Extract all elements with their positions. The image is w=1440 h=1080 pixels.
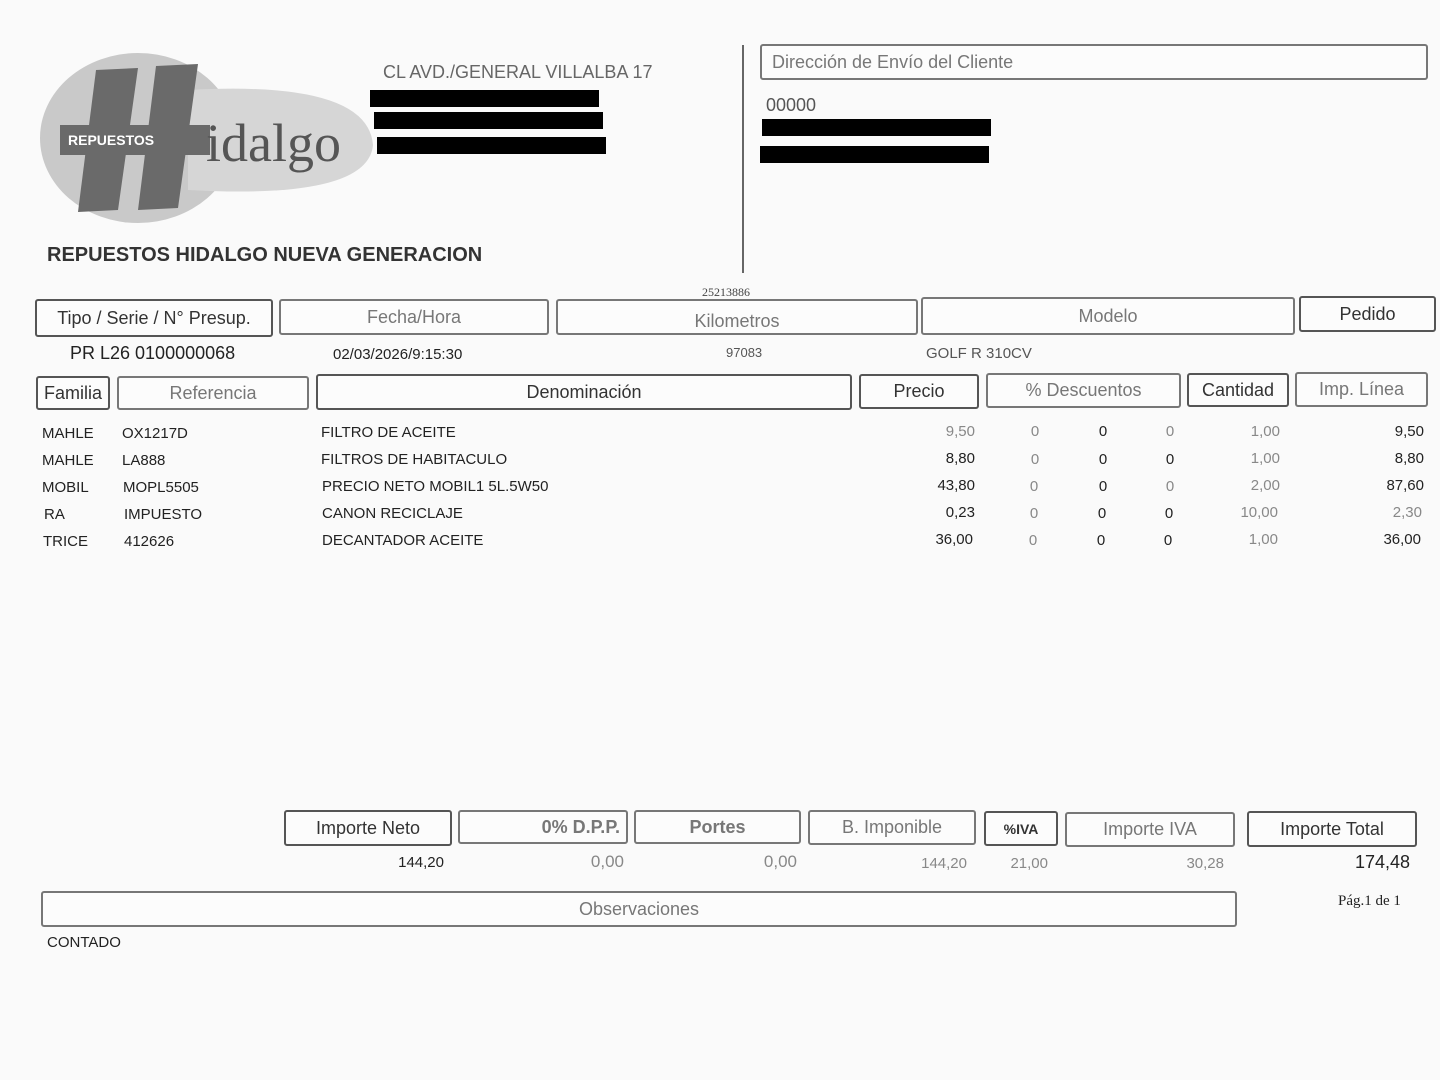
cell-referencia: 412626 (124, 533, 175, 550)
client-address-label: Dirección de Envío del Cliente (772, 51, 1014, 72)
doc-header-km (556, 299, 918, 335)
totals-header-total (1247, 811, 1417, 847)
doc-value-tipo: PR L26 0100000068 (70, 343, 236, 363)
cell-referencia: MOPL5505 (123, 479, 199, 496)
cell-desc1: 0 (1029, 505, 1039, 522)
totals-header-portes (634, 810, 801, 844)
cell-familia: MAHLE (42, 425, 94, 442)
logo-small-text: REPUESTOS (68, 132, 155, 148)
line-header-referencia-label: Referencia (169, 382, 257, 403)
totals-header-total-label: Importe Total (1280, 818, 1384, 839)
page-number: Pág.1 de 1 (1338, 893, 1401, 909)
line-header-precio-label: Precio (893, 381, 945, 401)
cell-cantidad: 1,00 (1248, 531, 1278, 548)
observaciones-label: Observaciones (578, 898, 700, 919)
totals-header-iva-pct (984, 811, 1058, 846)
line-header-familia (36, 376, 110, 410)
cell-referencia: IMPUESTO (124, 506, 203, 523)
cell-desc1: 0 (1030, 423, 1040, 440)
cell-referencia: LA888 (122, 452, 166, 469)
cell-importe: 36,00 (1383, 531, 1421, 548)
company-address: CL AVD./GENERAL VILLALBA 17 (383, 62, 653, 82)
line-header-importe-label: Imp. Línea (1318, 379, 1405, 399)
cell-denominacion: DECANTADOR ACEITE (322, 532, 484, 549)
line-header-denominacion (316, 374, 852, 410)
barcode-number: 25213886 (702, 285, 750, 299)
doc-header-fecha (279, 299, 549, 335)
cell-denominacion: FILTRO DE ACEITE (321, 424, 456, 441)
cell-familia: RA (44, 506, 65, 523)
line-header-familia-label: Familia (43, 382, 102, 403)
line-header-cantidad-label: Cantidad (1201, 379, 1275, 400)
totals-header-imponible (808, 810, 976, 845)
doc-value-km: 97083 (726, 345, 763, 360)
observaciones-header (41, 891, 1237, 927)
cell-familia: TRICE (43, 533, 88, 550)
cell-desc2: 0 (1098, 478, 1108, 495)
cell-desc3: 0 (1165, 478, 1175, 495)
cell-precio: 9,50 (945, 423, 975, 440)
doc-header-modelo (921, 297, 1295, 335)
redaction-bar (370, 90, 599, 107)
line-header-referencia (117, 376, 309, 410)
company-name: REPUESTOS HIDALGO NUEVA GENERACION (47, 244, 483, 266)
totals-header-imponible-label: B. Imponible (841, 817, 943, 837)
cell-familia: MAHLE (42, 452, 94, 469)
totals-header-iva-imp (1065, 812, 1235, 847)
cell-denominacion: PRECIO NETO MOBIL1 5L.5W50 (322, 478, 549, 495)
totals-header-neto-label: Importe Neto (315, 817, 421, 838)
cell-familia: MOBIL (42, 479, 89, 496)
redaction-bar (762, 119, 991, 136)
cell-desc2: 0 (1097, 505, 1107, 522)
doc-header-fecha-label: Fecha/Hora (366, 306, 462, 327)
cell-desc1: 0 (1029, 478, 1039, 495)
totals-value-neto: 144,20 (398, 854, 444, 871)
cell-denominacion: FILTROS DE HABITACULO (321, 451, 508, 468)
cell-precio: 36,00 (935, 531, 973, 548)
cell-precio: 0,23 (945, 504, 975, 521)
line-header-precio (859, 374, 979, 409)
redaction-bar (374, 112, 603, 129)
totals-header-dpp-label: 0% D.P.P. (541, 816, 620, 837)
cell-desc3: 0 (1164, 505, 1174, 522)
doc-header-tipo-label: Tipo / Serie / N° Presup. (57, 307, 251, 328)
cell-desc2: 0 (1096, 532, 1106, 549)
totals-header-iva-imp-label: Importe IVA (1103, 819, 1197, 839)
cell-importe: 8,80 (1394, 450, 1424, 467)
totals-value-total: 174,48 (1354, 852, 1410, 872)
totals-value-portes: 0,00 (763, 852, 797, 871)
line-header-cantidad (1187, 373, 1289, 407)
vertical-divider (742, 45, 744, 273)
line-header-importe (1295, 372, 1428, 407)
doc-value-modelo: GOLF R 310CV (926, 345, 1032, 362)
line-header-descuentos-label: % Descuentos (1025, 380, 1142, 400)
redaction-bar (377, 137, 606, 154)
doc-value-fecha: 02/03/2026/9:15:30 (333, 346, 463, 363)
cell-cantidad: 2,00 (1250, 477, 1280, 494)
totals-header-neto (284, 810, 452, 846)
doc-header-km-label: Kilometros (694, 310, 780, 331)
cell-referencia: OX1217D (122, 425, 188, 442)
cell-precio: 43,80 (937, 477, 975, 494)
cell-desc1: 0 (1028, 532, 1038, 549)
cell-importe: 87,60 (1386, 477, 1424, 494)
totals-value-imponible: 144,20 (921, 855, 967, 872)
cell-importe: 2,30 (1392, 504, 1422, 521)
cell-cantidad: 10,00 (1240, 504, 1278, 521)
cell-cantidad: 1,00 (1250, 423, 1280, 440)
cell-desc3: 0 (1163, 532, 1173, 549)
cell-denominacion: CANON RECICLAJE (322, 505, 463, 522)
logo-big-text: idalgo (206, 113, 341, 173)
cell-desc2: 0 (1098, 451, 1108, 468)
cell-precio: 8,80 (945, 450, 975, 467)
totals-header-iva-pct-label: %IVA (1003, 820, 1039, 837)
doc-header-modelo-label: Modelo (1078, 305, 1138, 326)
observaciones-text: CONTADO (47, 934, 121, 951)
company-logo (38, 50, 378, 225)
cell-desc3: 0 (1165, 451, 1175, 468)
cell-desc1: 0 (1030, 451, 1040, 468)
totals-value-dpp: 0,00 (590, 852, 624, 871)
totals-value-iva-imp: 30,28 (1186, 855, 1224, 872)
doc-header-pedido-label: Pedido (1339, 303, 1396, 324)
doc-header-pedido (1299, 296, 1436, 332)
line-header-denominacion-label: Denominación (526, 381, 642, 402)
cell-cantidad: 1,00 (1250, 450, 1280, 467)
client-address-header (760, 44, 1428, 80)
doc-header-tipo (35, 299, 273, 337)
cell-desc2: 0 (1098, 423, 1108, 440)
redaction-bar (760, 146, 989, 163)
totals-header-dpp (458, 810, 628, 844)
cell-importe: 9,50 (1394, 423, 1424, 440)
totals-header-portes-label: Portes (689, 816, 746, 837)
client-postal-code: 00000 (766, 95, 817, 115)
cell-desc3: 0 (1165, 423, 1175, 440)
totals-value-iva-pct: 21,00 (1010, 855, 1048, 872)
line-header-descuentos (986, 373, 1181, 408)
